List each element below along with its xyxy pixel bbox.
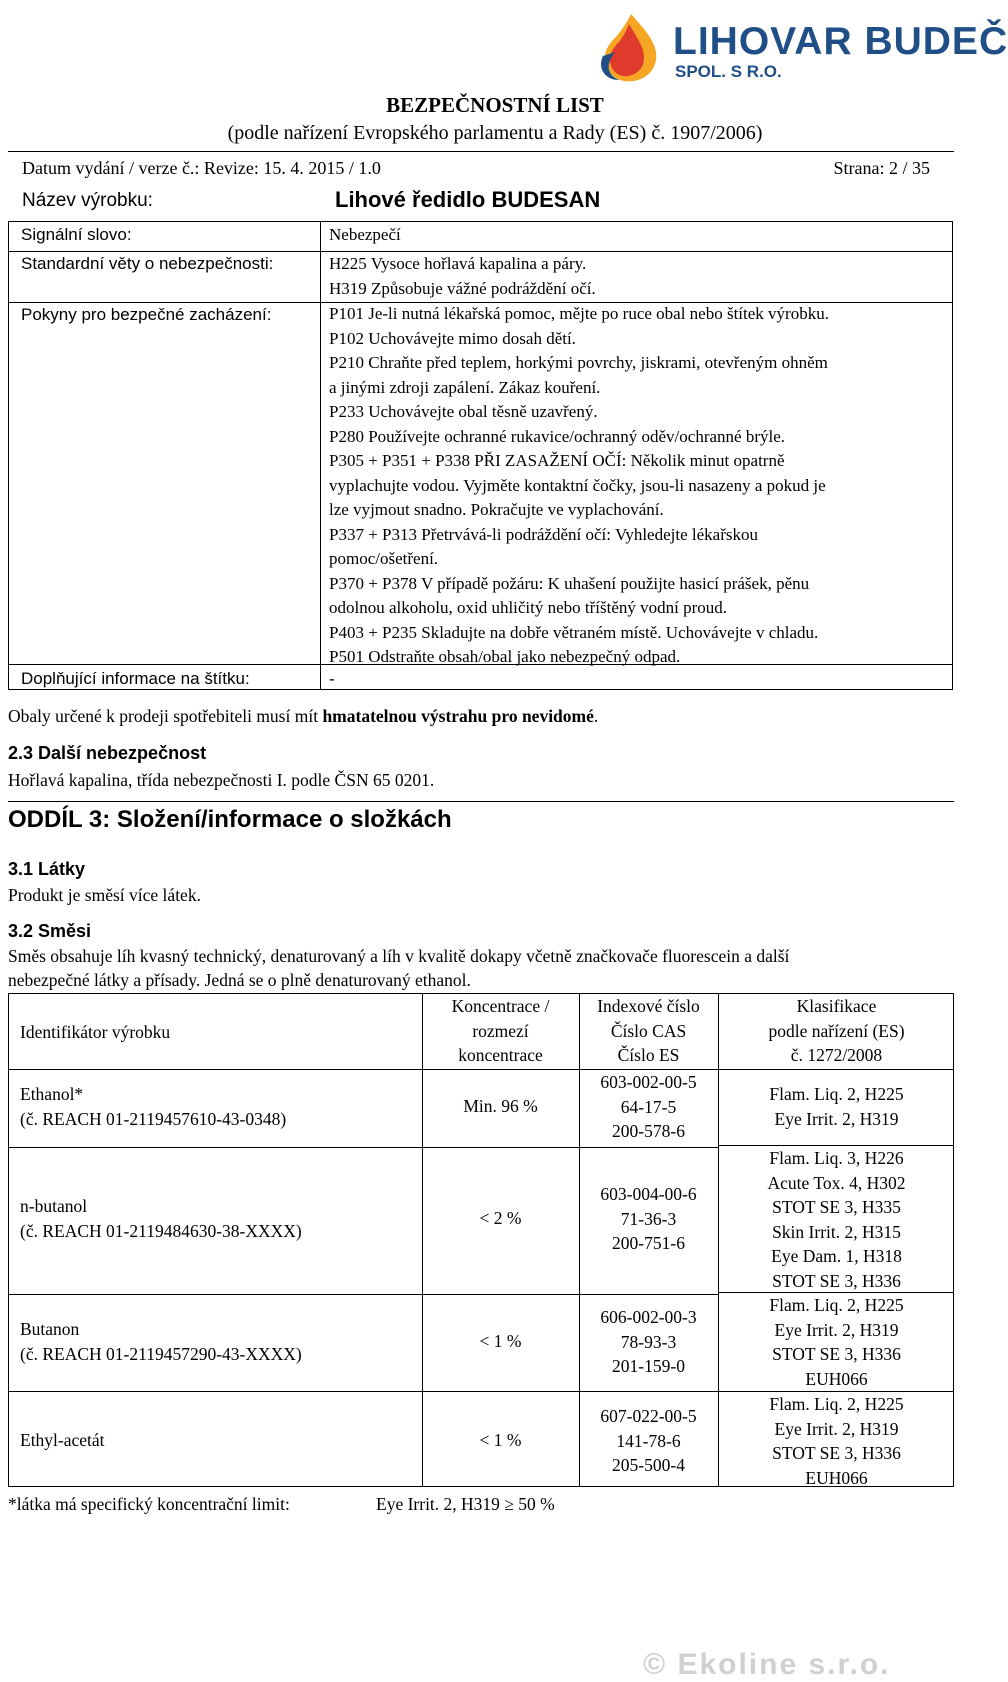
- hazard-line: H319 Způsobuje vážné podráždění očí.: [329, 278, 596, 298]
- row-divider: [9, 1069, 953, 1070]
- extra-info-value: -: [329, 669, 335, 688]
- composition-table: [8, 993, 954, 1487]
- class-line: Eye Irrit. 2, H319: [774, 1108, 899, 1129]
- section-2-3-text: Hořlavá kapalina, třída nebezpečnosti I. podle ČSN 65 0201.: [8, 770, 435, 790]
- index-line: 200-751-6: [612, 1233, 685, 1253]
- precaution-line: P337 + P313 Přetrvává-li podráždění očí: Vyhledejte lékařskou: [329, 524, 758, 544]
- index-line: 607-022-00-5: [600, 1406, 697, 1426]
- concentration: Min. 96 %: [463, 1096, 538, 1116]
- name-line: Ethanol*: [20, 1084, 84, 1104]
- name-line: (č. REACH 01-2119457290-43-XXXX): [20, 1343, 302, 1364]
- page-number: Strana: 2 / 35: [833, 158, 930, 178]
- classification: [718, 1082, 955, 1131]
- name-line: Ethyl-acetát: [20, 1430, 105, 1450]
- class-line: Flam. Liq. 3, H226: [769, 1148, 904, 1168]
- class-line: STOT SE 3, H336: [772, 1443, 901, 1463]
- row-divider: [9, 1391, 718, 1392]
- header-line: č. 1272/2008: [790, 1045, 883, 1065]
- product-name: Lihové ředidlo BUDESAN: [335, 187, 601, 212]
- class-line: Flam. Liq. 2, H225: [769, 1394, 904, 1414]
- index-line: 205-500-4: [612, 1455, 685, 1475]
- precaution-line: pomoc/ošetření.: [329, 549, 439, 568]
- header-identifier: Identifikátor výrobku: [20, 1022, 171, 1042]
- section-3-1-text: Produkt je směsí více látek.: [8, 885, 201, 905]
- precaution-line: odolnou alkoholu, oxid uhličitý nebo tříštěný vodní proud.: [329, 598, 728, 617]
- concentration: < 1 %: [479, 1430, 522, 1450]
- substance-name: [20, 1317, 302, 1366]
- substance-name: [20, 1194, 302, 1243]
- index-line: 78-93-3: [620, 1331, 677, 1352]
- document-subtitle: (podle nařízení Evropského parlamentu a Rady (ES) č. 1907/2006): [227, 122, 763, 144]
- class-line: Acute Tox. 4, H302: [767, 1172, 906, 1193]
- class-line: Eye Irrit. 2, H319: [774, 1319, 899, 1340]
- packaging-text: Obaly určené k prodeji spotřebiteli musí mít: [8, 706, 323, 726]
- header-classification: [718, 994, 955, 1068]
- class-line: Flam. Liq. 2, H225: [769, 1295, 904, 1315]
- class-line: STOT SE 3, H336: [772, 1270, 901, 1291]
- precaution-line: P280 Používejte ochranné rukavice/ochranný oděv/ochranné brýle.: [329, 426, 786, 446]
- section-3-title: ODDÍL 3: Složení/informace o složkách: [8, 806, 452, 833]
- logo-subtitle: SPOL. S R.O.: [675, 62, 782, 81]
- header-line: Koncentrace /: [451, 996, 550, 1016]
- extra-info-label: Doplňující informace na štítku:: [21, 669, 250, 688]
- header-line: rozmezí: [472, 1020, 529, 1041]
- name-line: (č. REACH 01-2119484630-38-XXXX): [20, 1220, 302, 1241]
- precaution-line: a jinými zdroji zapálení. Zákaz kouření.: [329, 377, 601, 397]
- classification: [718, 1293, 955, 1391]
- class-line: EUH066: [805, 1368, 868, 1389]
- substance-name: [20, 1428, 105, 1453]
- packaging-bold: hmatatelnou výstrahu pro nevidomé: [322, 706, 594, 726]
- header-line: Číslo ES: [617, 1045, 680, 1065]
- row-divider: [9, 1294, 718, 1295]
- precaution-line: P210 Chraňte před teplem, horkými povrchy, jiskrami, otevřeným ohněm: [329, 353, 828, 372]
- class-line: Eye Dam. 1, H318: [771, 1246, 902, 1266]
- precaution-line: P101 Je-li nutná lékařská pomoc, mějte po ruce obal nebo štítek výrobku.: [329, 304, 829, 323]
- class-line: EUH066: [805, 1467, 868, 1488]
- product-label: Název výrobku:: [22, 190, 153, 211]
- section-3-2-line: nebezpečné látky a přísady. Jedná se o plně denaturovaný ethanol.: [8, 970, 471, 990]
- packaging-note: [8, 704, 598, 728]
- precaution-line: P403 + P235 Skladujte na dobře větraném místě. Uchovávejte v chladu.: [329, 622, 819, 642]
- precaution-line: P102 Uchovávejte mimo dosah dětí.: [329, 328, 576, 348]
- footnote-label: *látka má specifický koncentrační limit:: [8, 1494, 290, 1514]
- issue-info: Datum vydání / verze č.: Revize: 15. 4. 2015 / 1.0: [22, 158, 381, 178]
- class-line: STOT SE 3, H336: [772, 1344, 901, 1364]
- header-rule: [8, 151, 954, 152]
- precaution-line: P233 Uchovávejte obal těsně uzavřený.: [329, 402, 598, 421]
- index-numbers: [579, 1182, 718, 1256]
- logo-brand: LIHOVAR BUDEČ: [673, 20, 1008, 63]
- table-divider: [320, 222, 321, 689]
- class-line: Skin Irrit. 2, H315: [772, 1221, 901, 1242]
- index-line: 71-36-3: [620, 1208, 677, 1229]
- precaution-line: P370 + P378 V případě požáru: K uhašení použijte hasicí prášek, pěnu: [329, 573, 810, 593]
- precaution-label: Pokyny pro bezpečné zacházení:: [21, 305, 272, 324]
- precaution-statements: [329, 302, 829, 670]
- concentration: < 2 %: [479, 1208, 522, 1228]
- hazard-statements-label: Standardní věty o nebezpečnosti:: [21, 254, 274, 273]
- header-line: podle nařízení (ES): [768, 1020, 905, 1041]
- section-3-1-title: 3.1 Látky: [8, 859, 86, 879]
- index-line: 603-004-00-6: [600, 1184, 697, 1204]
- index-line: 64-17-5: [620, 1096, 677, 1117]
- index-line: 606-002-00-3: [600, 1307, 697, 1327]
- precaution-line: lze vyjmout snadno. Pokračujte ve vyplachování.: [329, 500, 664, 519]
- index-numbers: [579, 1070, 718, 1144]
- class-line: STOT SE 3, H335: [772, 1197, 901, 1217]
- section-rule: [8, 801, 954, 802]
- signal-word-label: Signální slovo:: [21, 225, 132, 244]
- index-line: 201-159-0: [612, 1356, 685, 1376]
- index-line: 141-78-6: [616, 1430, 681, 1451]
- label-elements-table: [8, 221, 953, 690]
- document-title: BEZPEČNOSTNÍ LIST: [386, 93, 604, 117]
- header-line: Číslo CAS: [610, 1020, 687, 1041]
- header-line: Indexové číslo: [597, 996, 700, 1016]
- company-logo: [585, 12, 1008, 87]
- index-numbers: [579, 1404, 718, 1478]
- header-line: koncentrace: [458, 1045, 543, 1065]
- concentration: < 1 %: [479, 1331, 522, 1351]
- class-line: Flam. Liq. 2, H225: [769, 1084, 904, 1104]
- substance-name: [20, 1082, 286, 1131]
- section-3-2-title: 3.2 Směsi: [8, 921, 92, 941]
- name-line: Butanon: [20, 1319, 80, 1339]
- hazard-statements: [329, 252, 596, 301]
- header-line: Klasifikace: [796, 996, 877, 1016]
- precaution-line: P501 Odstraňte obsah/obal jako nebezpečný odpad.: [329, 647, 681, 666]
- index-line: 603-002-00-5: [600, 1072, 697, 1092]
- classification: [718, 1146, 955, 1293]
- header-index: [579, 994, 718, 1068]
- section-2-3-title: 2.3 Další nebezpečnost: [8, 743, 207, 763]
- index-numbers: [579, 1305, 718, 1379]
- classification: [718, 1392, 955, 1490]
- class-line: Eye Irrit. 2, H319: [774, 1418, 899, 1439]
- watermark: © Ekoline s.r.o.: [643, 1648, 891, 1681]
- col-divider: [422, 994, 423, 1486]
- precaution-line: P305 + P351 + P338 PŘI ZASAŽENÍ OČÍ: Několik minut opatrně: [329, 451, 785, 470]
- flame-drop-icon: [585, 12, 669, 87]
- index-line: 200-578-6: [612, 1121, 685, 1141]
- packaging-end: .: [593, 706, 599, 726]
- name-line: n-butanol: [20, 1196, 88, 1216]
- footnote-value: Eye Irrit. 2, H319 ≥ 50 %: [376, 1494, 555, 1514]
- precaution-line: vyplachujte vodou. Vyjměte kontaktní čočky, jsou-li nasazeny a pokud je: [329, 475, 826, 495]
- section-3-2-line: Směs obsahuje líh kvasný technický, denaturovaný a líh v kvalitě dokapy včetně značkovače fluorescein a další: [8, 946, 790, 966]
- hazard-line: H225 Vysoce hořlavá kapalina a páry.: [329, 254, 587, 273]
- row-divider: [9, 1147, 718, 1148]
- header-concentration: [422, 994, 579, 1068]
- name-line: (č. REACH 01-2119457610-43-0348): [20, 1108, 287, 1129]
- signal-word-value: Nebezpečí: [329, 225, 401, 244]
